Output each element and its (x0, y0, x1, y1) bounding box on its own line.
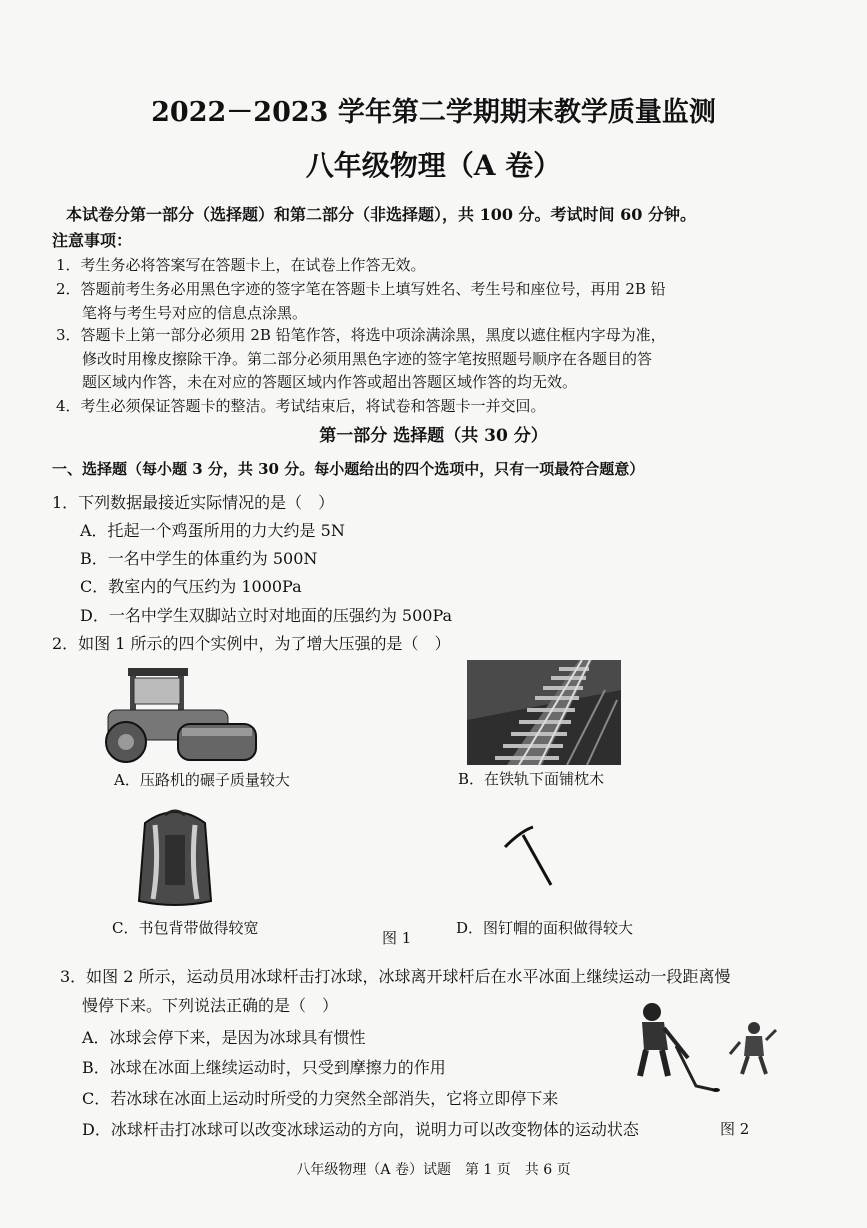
question-3-option-b: B．冰球在冰面上继续运动时，只受到摩擦力的作用 (82, 1058, 446, 1077)
question-1-option-b: B．一名中学生的体重约为 500N (80, 549, 318, 568)
question-1-option-c: C．教室内的气压约为 1000Pa (80, 577, 302, 596)
figure1-label: 图 1 (382, 929, 412, 947)
exam-title: 2022－2023 学年第二学期期末教学质量监测 (151, 97, 716, 128)
question-3-stem-line2: 慢停下来。下列说法正确的是（ ） (82, 996, 339, 1015)
note-line: 2．答题前考生务必用黑色字迹的签字笔在答题卡上填写姓名、考生号和座位号，再用 2B 铅 (56, 280, 666, 298)
part1-heading: 第一部分 选择题（共 30 分） (319, 426, 548, 446)
exam-intro: 本试卷分第一部分（选择题）和第二部分（非选择题），共 100 分。考试时间 60 分钟。 (66, 205, 696, 224)
note-line: 3．答题卡上第一部分必须用 2B 铅笔作答，将选中项涂满涂黑，黑度以遮住框内字母为准， (56, 326, 666, 344)
note-line: 4．考生必须保证答题卡的整洁。考试结束后，将试卷和答题卡一并交回。 (56, 397, 546, 415)
thumbtack-image (503, 823, 563, 893)
question-1-stem: 1．下列数据最接近实际情况的是（ ） (52, 493, 335, 512)
backpack-image (125, 805, 225, 909)
road-roller-image (98, 664, 258, 764)
figure2-label: 图 2 (720, 1120, 750, 1138)
figure1-caption-b: B．在铁轨下面铺枕木 (458, 770, 605, 788)
section-heading: 一、选择题（每小题 3 分，共 30 分。每小题给出的四个选项中，只有一项最符合题意） (52, 460, 645, 478)
railway-image (467, 660, 621, 765)
question-3-stem-line1: 3．如图 2 所示，运动员用冰球杆击打冰球，冰球离开球杆后在水平冰面上继续运动一段距离慢 (60, 967, 731, 986)
figure1-caption-a: A．压路机的碾子质量较大 (114, 771, 290, 789)
notes-heading: 注意事项： (52, 231, 133, 250)
question-3-option-a: A．冰球会停下来，是因为冰球具有惯性 (82, 1028, 366, 1047)
page-footer: 八年级物理（A 卷）试题 第 1 页 共 6 页 (296, 1162, 571, 1178)
question-3-option-d: D．冰球杆击打冰球可以改变冰球运动的方向，说明力可以改变物体的运动状态 (82, 1120, 639, 1139)
question-1-option-a: A．托起一个鸡蛋所用的力大约是 5N (80, 521, 345, 540)
note-line: 修改时用橡皮擦除干净。第二部分必须用黑色字迹的签字笔按照题号顺序在各题目的答 (82, 350, 653, 368)
note-line: 笔将与考生号对应的信息点涂黑。 (82, 304, 308, 322)
exam-subtitle: 八年级物理（A 卷） (305, 149, 562, 182)
ice-hockey-image (630, 998, 780, 1098)
figure1-caption-c: C．书包背带做得较宽 (112, 919, 259, 937)
question-1-option-d: D．一名中学生双脚站立时对地面的压强约为 500Pa (80, 606, 453, 625)
figure1-caption-d: D．图钉帽的面积做得较大 (456, 919, 634, 937)
note-line: 题区域内作答，未在对应的答题区域内作答或超出答题区域作答的均无效。 (82, 373, 578, 391)
question-2-stem: 2．如图 1 所示的四个实例中，为了增大压强的是（ ） (52, 634, 451, 653)
question-3-option-c: C．若冰球在冰面上运动时所受的力突然全部消失，它将立即停下来 (82, 1089, 559, 1108)
note-line: 1．考生务必将答案写在答题卡上，在试卷上作答无效。 (56, 256, 426, 274)
